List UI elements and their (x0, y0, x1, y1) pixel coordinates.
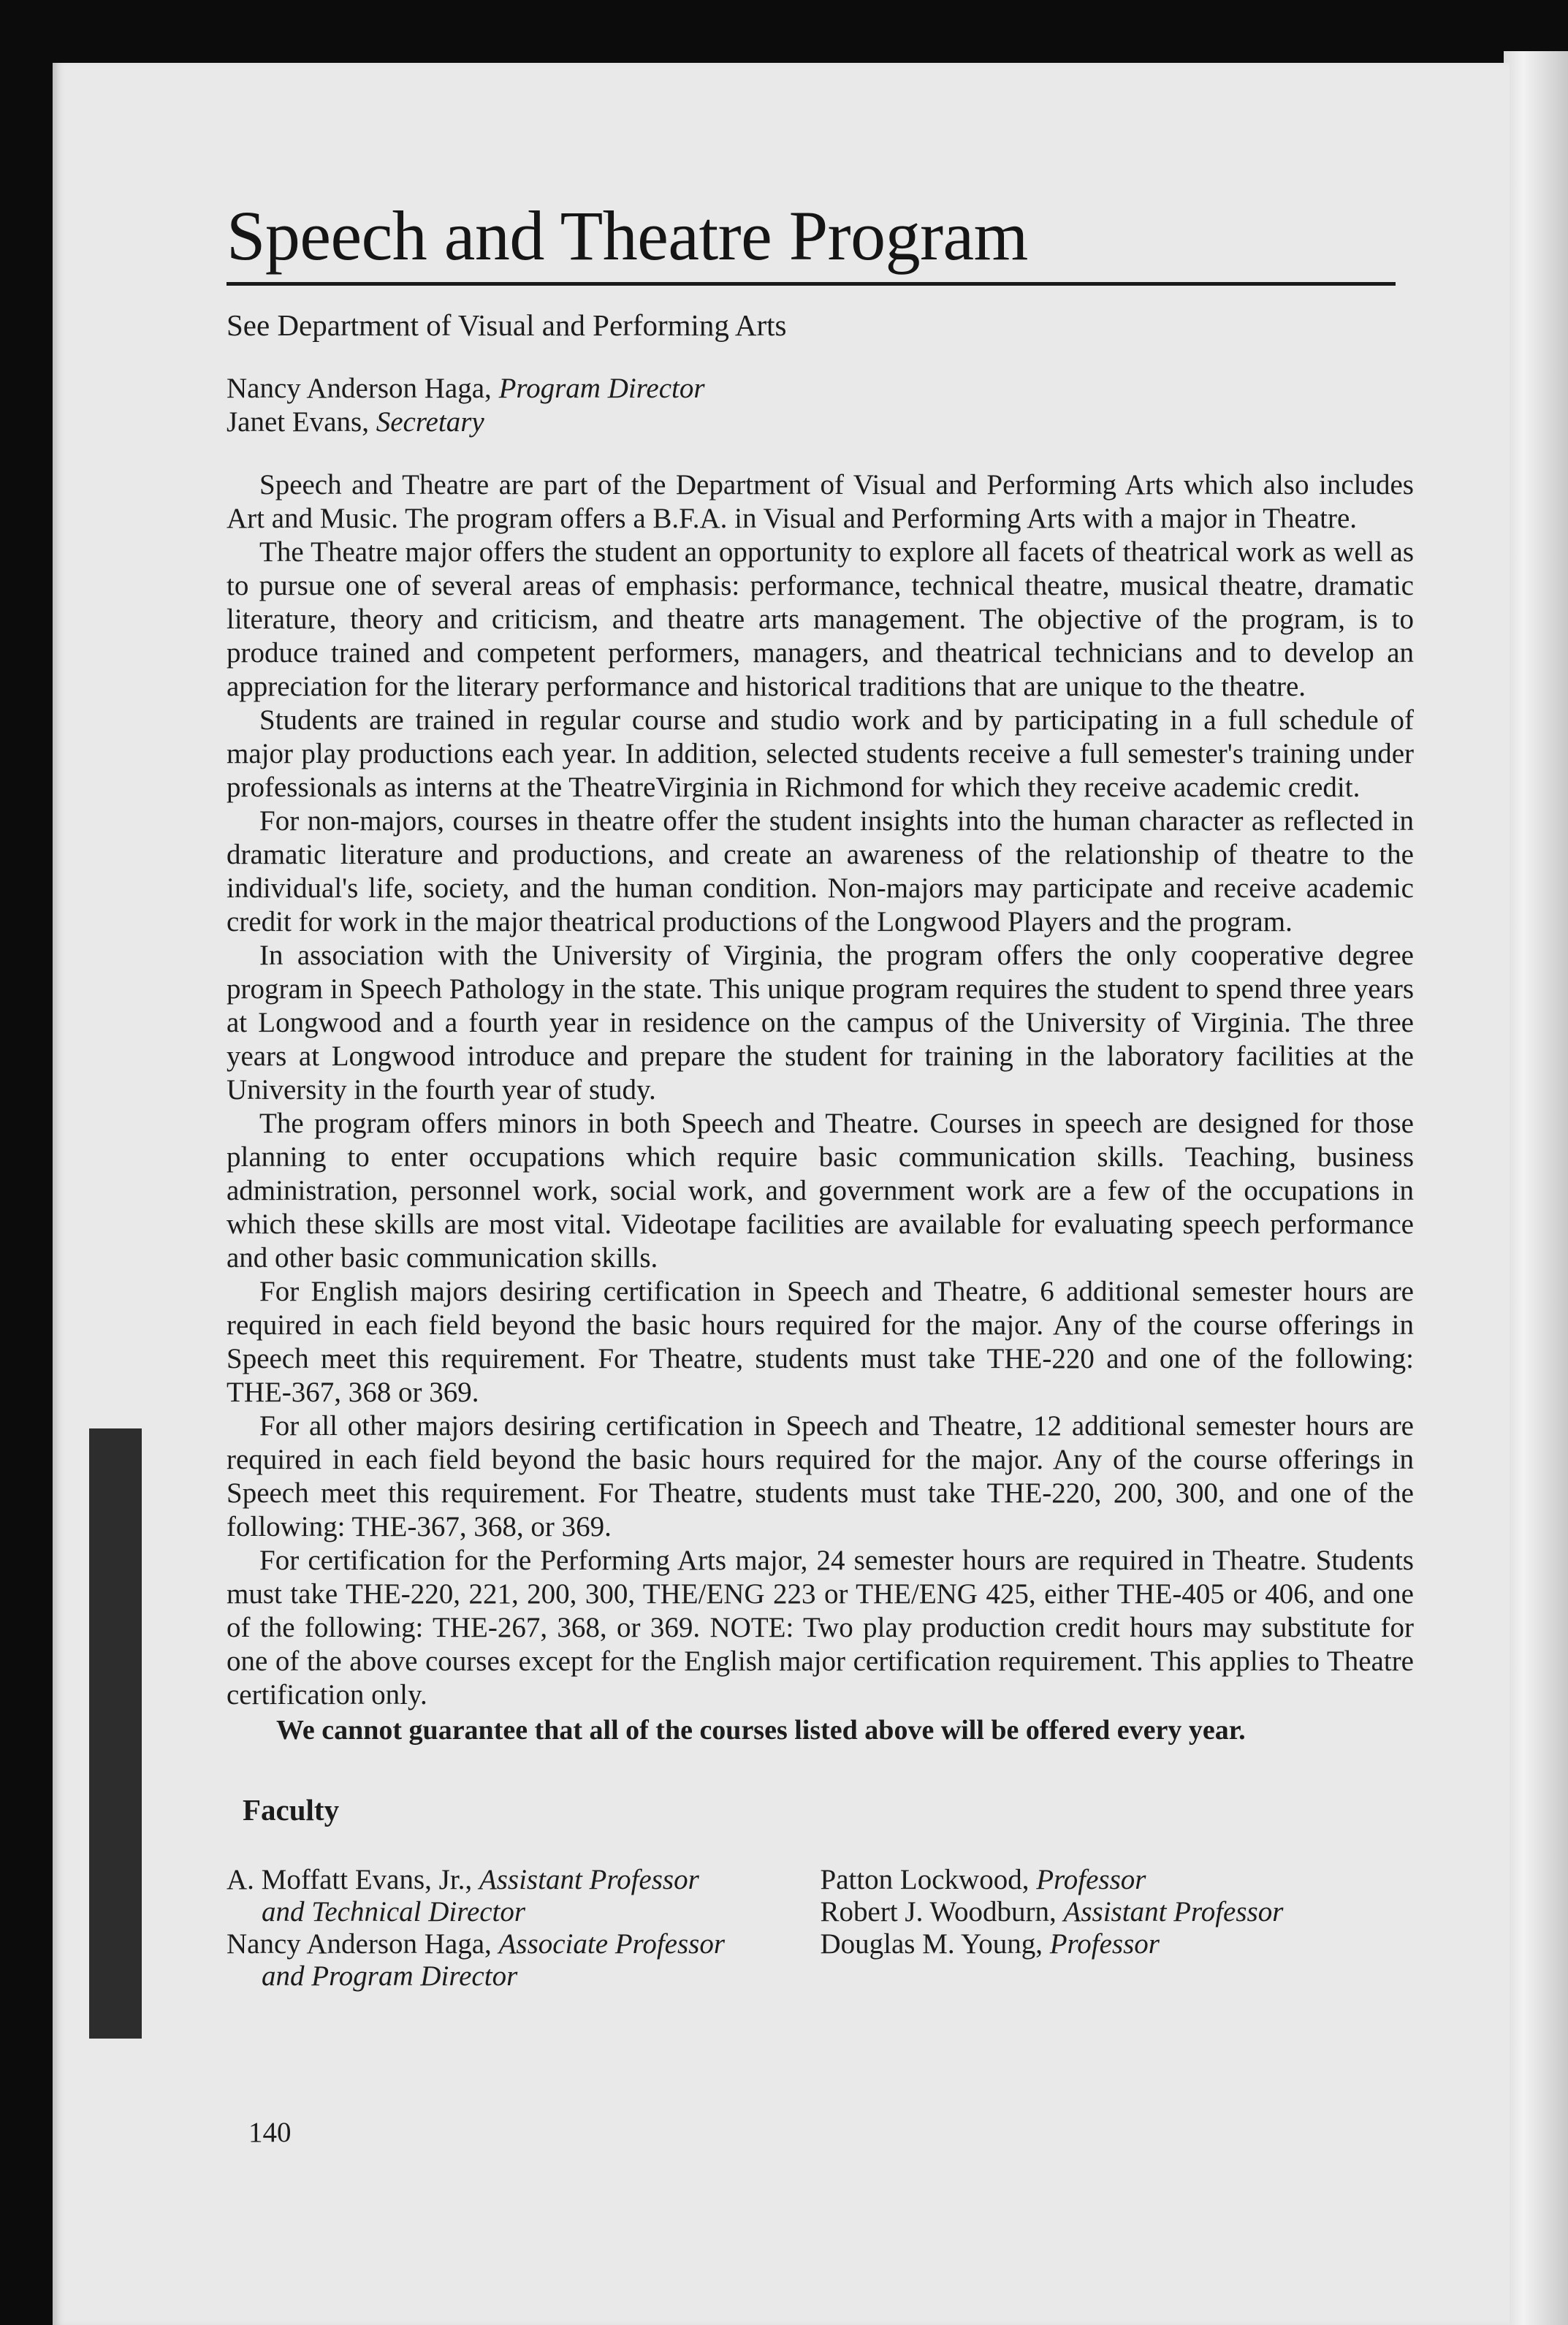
faculty-name: Patton Lockwood, (820, 1864, 1030, 1895)
faculty-role-cont: and Technical Director (262, 1896, 526, 1928)
faculty-role: Professor (1036, 1864, 1146, 1895)
staff-role: Program Director (498, 373, 705, 404)
offering-notice: We cannot guarantee that all of the courses listed above will be offered every year. (276, 1715, 1246, 1746)
faculty-heading: Faculty (243, 1793, 340, 1827)
paragraph: Students are trained in regular course and studio work and by participating in a full schedule of major play productions each year. In addition, selected students receive a full semester's training under professionals as interns at the TheatreVirginia in Richmond for which they receive academic credit. (227, 704, 1414, 803)
faculty-item (227, 1864, 821, 1928)
staff-role: Secretary (376, 406, 484, 438)
staff-item (227, 372, 1414, 406)
paragraph: The program offers minors in both Speech and Theatre. Courses in speech are designed for those planning to enter occupations which require basic communication skills. Teaching, business administration, personnel work, social work, and government work are a few of the occupations in which these skills are most vital. Videotape facilities are available for evaluating speech performance and other basic communication skills. (227, 1108, 1414, 1274)
faculty-role: Assistant Professor (1063, 1896, 1284, 1928)
staff-name: Nancy Anderson Haga, (227, 373, 492, 404)
paragraph: Speech and Theatre are part of the Department of Visual and Performing Arts which also includes Art and Music. The program offers a B.F.A. in Visual and Performing Arts with a major in Theatre. (227, 469, 1414, 534)
faculty-role: Professor (1049, 1928, 1160, 1960)
faculty-item (821, 1864, 1415, 1896)
staff-item (227, 406, 1414, 439)
faculty-role: Associate Professor (498, 1928, 726, 1960)
page-edge-tab (89, 1428, 142, 2039)
page-number: 140 (248, 2117, 292, 2148)
faculty-list (227, 1864, 1414, 1993)
page-title: Speech and Theatre Program (227, 197, 1028, 275)
faculty-role-cont: and Program Director (262, 1960, 518, 1992)
faculty-role: Assistant Professor (479, 1864, 699, 1895)
adjacent-page-edge (1504, 51, 1568, 2325)
title-rule (227, 282, 1396, 286)
paragraph: For certification for the Performing Arts major, 24 semester hours are required in Theatre. Students must take THE-220, 221, 200, 300, THE/ENG 223 or THE/ENG 425, either THE-405 or 406, and one of the following: THE-267, 368, or 369. NOTE: Two play production credit hours may substitute for one of the above courses except for the English major certification requirement. This applies to Theatre certification only. (227, 1545, 1414, 1711)
staff-list (227, 372, 1414, 439)
paragraph: For all other majors desiring certification in Speech and Theatre, 12 additional semester hours are required in each field beyond the basic hours required for the major. Any of the course offerings in Speech meet this requirement. For Theatre, students must take THE-220, 200, 300, and one of the following: THE-367, 368, or 369. (227, 1410, 1414, 1542)
staff-name: Janet Evans, (227, 406, 369, 438)
faculty-item (821, 1928, 1415, 1960)
page-content (227, 199, 1414, 1993)
paragraph: In association with the University of Virginia, the program offers the only cooperative degree program in Speech Pathology in the state. This unique program requires the student to spend three years at Longwood and a fourth year in residence on the campus of the University of Virginia. The three years at Longwood introduce and prepare the student for training in the laboratory facilities at the University in the fourth year of study. (227, 940, 1414, 1106)
faculty-name: A. Moffatt Evans, Jr., (227, 1864, 473, 1895)
faculty-name: Douglas M. Young, (820, 1928, 1043, 1960)
subtitle: See Department of Visual and Performing Arts (227, 308, 787, 342)
faculty-name: Robert J. Woodburn, (820, 1896, 1057, 1928)
faculty-name: Nancy Anderson Haga, (227, 1928, 492, 1960)
faculty-column-right (821, 1864, 1415, 1993)
faculty-item (227, 1928, 821, 1993)
paragraph: For English majors desiring certification in Speech and Theatre, 6 additional semester hours are required in each field beyond the basic hours required for the major. Any of the course offerings in Speech meet this requirement. For Theatre, students must take THE-220 and one of the following: THE-367, 368 or 369. (227, 1276, 1414, 1408)
body-text (227, 468, 1414, 1747)
faculty-column-left (227, 1864, 821, 1993)
paragraph: For non-majors, courses in theatre offer the student insights into the human character as reflected in dramatic literature and productions, and create an awareness of the relationship of theatre to the individual's life, society, and the human condition. Non-majors may participate and receive academic credit for work in the major theatrical productions of the Longwood Players and the program. (227, 805, 1414, 937)
paragraph: The Theatre major offers the student an opportunity to explore all facets of theatrical work as well as to pursue one of several areas of emphasis: performance, technical theatre, musical theatre, dramatic literature, theory and criticism, and theatre arts management. The objective of the program, is to produce trained and competent performers, managers, and theatrical technicians and to develop an appreciation for the literary performance and historical traditions that are unique to the theatre. (227, 536, 1414, 702)
faculty-item (821, 1896, 1415, 1928)
